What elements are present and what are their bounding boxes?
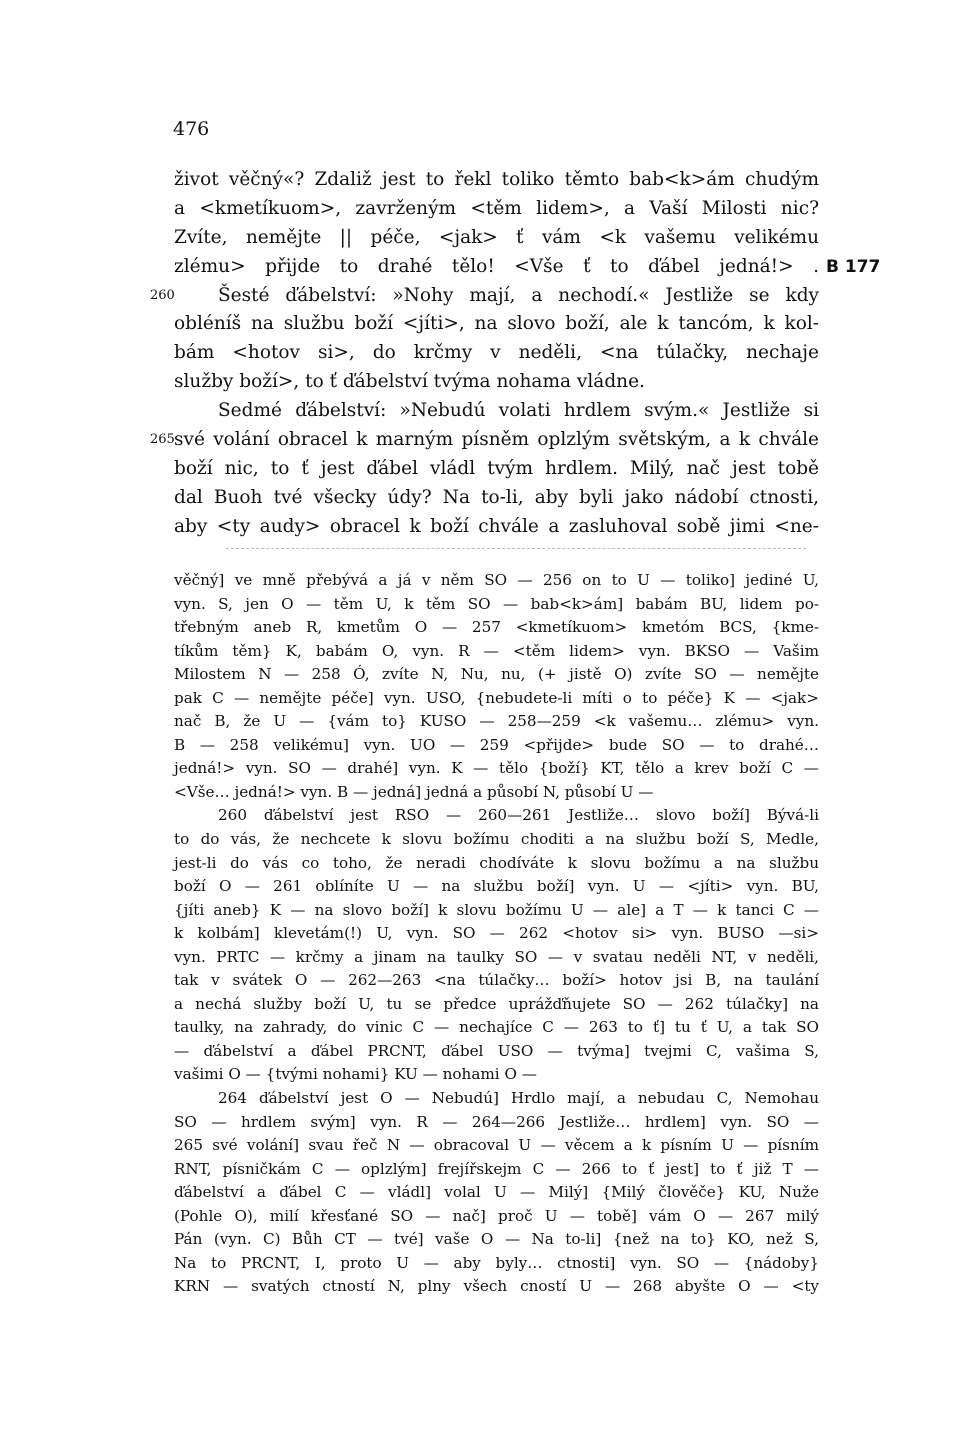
text-line: a <kmetíkuom>, zavrženým <těm lidem>, a Vaší Milosti nic? [174,197,819,219]
margin-reference: B 177 [826,257,881,277]
margin-line-number: 265 [150,432,175,447]
note-line: Milostem N — 258 Ó, zvíte N, Nu, nu, (+ jistě O) zvíte SO — nemějte [174,665,819,684]
text-line: své volání obracel k marným písněm oplzlým světským, a k chvále [174,429,819,451]
note-line: tak v svátek O — 262—263 <na túlačky… boží> hotov jsi B, na taulání [174,971,819,990]
note-line: ďábelství a ďábel C — vládl] volal U — Milý] {Milý člověče} KU, Nuže [174,1183,819,1202]
note-line: věčný] ve mně přebývá a já v něm SO — 256 on to U — toliko] jediné U, [174,571,819,589]
margin-line-number: 260 [150,288,175,303]
footnote-divider [226,548,806,549]
text-line: Zvíte, nemějte || péče, <jak> ť vám <k vašemu velikému [174,226,819,248]
note-line: nač B, že U — {vám to} KUSO — 258—259 <k vašemu… zlému> vyn. [174,712,819,731]
note-line: boží O — 261 oblíníte U — na službu boží] vyn. U — <jíti> vyn. BU, [174,877,819,896]
note-line: pak C — nemějte péče] vyn. USO, {nebudete-li míti o to péče} K — <jak> [174,688,819,707]
text-line: bám <hotov si>, do krčmy v neděli, <na túlačky, nechaje [174,342,819,364]
note-line: Pán (vyn. C) Bůh CT — tvé] vaše O — Na to-li] {než na to} KO, než S, [174,1230,819,1249]
text-line: Sedmé ďábelství: »Nebudú volati hrdlem svým.« Jestliže si [218,400,819,422]
note-line: to do vás, že nechcete k slovu božímu choditi a na službu boží S, Medle, [174,830,819,849]
note-line: RNT, písničkám C — oplzlým] frejířskejm C — 266 to ť jest] to ť již T — [174,1159,819,1178]
note-line: KRN — svatých ctností N, plny všech cností U — 268 abyšte O — <ty [174,1277,819,1296]
note-line: a nechá služby boží U, tu se předce uprážďňujete SO — 262 túlačky] na [174,994,819,1013]
text-line: aby <ty audy> obracel k boží chvále a zasluhoval sobě jimi <ne- [174,515,819,537]
text-line: služby boží>, to ť ďábelství tvýma nohama vládne. [174,371,645,393]
note-line: {jíti aneb} K — na slovo boží] k slovu božímu U — ale] a T — k tanci C — [174,900,819,919]
note-line: Na to PRCNT, I, proto U — aby byly… ctnosti] vyn. SO — {nádoby} [174,1253,819,1272]
main-text [174,166,819,542]
text-line: Šesté ďábelství: »Nohy mají, a nechodí.« Jestliže se kdy [218,284,819,306]
text-line: zlému> přijde to drahé tělo! <Vše ť to ďábel jedná!> . [174,255,819,277]
note-line: 260 ďábelství jest RSO — 260—261 Jestliže… slovo boží] Bývá-li [218,806,819,825]
text-line: dal Buoh tvé všecky údy? Na to-li, aby byli jako nádobí ctnosti, [174,486,819,508]
note-line: 264 ďábelství jest O — Nebudú] Hrdlo mají, a nebudau C, Nemohau [218,1089,819,1108]
note-line: vašimi O — {tvými nohami} KU — nohami O — [174,1065,537,1084]
note-line: taulky, na zahrady, do vinic C — nechajíce C — 263 to ť] tu ť U, a tak SO [174,1018,819,1037]
note-line: <Vše… jedná!> vyn. B — jedná] jedná a působí N, působí U — [174,782,654,801]
note-line: vyn. S, jen O — těm U, k těm SO — bab<k>ám] babám BU, lidem po- [174,594,819,613]
note-line: SO — hrdlem svým] vyn. R — 264—266 Jestliže… hrdlem] vyn. SO — [174,1112,819,1131]
page-number: 476 [173,118,210,140]
critical-apparatus [174,569,819,1299]
text-line: obléníš na službu boží <jíti>, na slovo boží, ale k tancóm, k kol- [174,313,819,335]
note-line: k kolbám] klevetám(!) U, vyn. SO — 262 <hotov si> vyn. BUSO —si> [174,924,819,943]
note-line: — ďábelství a ďábel PRCNT, ďábel USO — tvýma] tvejmi C, vašima S, [174,1041,819,1060]
note-line: 265 své volání] svau řeč N — obracoval U — věcem a k písním U — písním [174,1136,819,1155]
note-line: B — 258 velikému] vyn. UO — 259 <přijde> bude SO — to drahé… [174,735,819,754]
note-line: jest-li do vás co toho, že neradi chodíváte k slovu božímu a na službu [174,853,819,872]
text-line: boží nic, to ť jest ďábel vládl tvým hrdlem. Milý, nač jest tobě [174,457,819,479]
note-line: tíkům těm} K, babám O, vyn. R — <těm lidem> vyn. BKSO — Vašim [174,641,819,660]
text-line: život věčný«? Zdaliž jest to řekl toliko těmto bab<k>ám chudým [174,169,819,190]
note-line: jedná!> vyn. SO — drahé] vyn. K — tělo {boží} KT, tělo a krev boží C — [174,759,819,778]
note-line: (Pohle O), milí křesťané SO — nač] proč U — tobě] vám O — 267 milý [174,1206,819,1225]
note-line: vyn. PRTC — krčmy a jinam na taulky SO — v svatau neděli NT, v neděli, [174,947,819,966]
note-line: třebným aneb R, kmetům O — 257 <kmetíkuom> kmetóm BCS, {kme- [174,618,819,637]
